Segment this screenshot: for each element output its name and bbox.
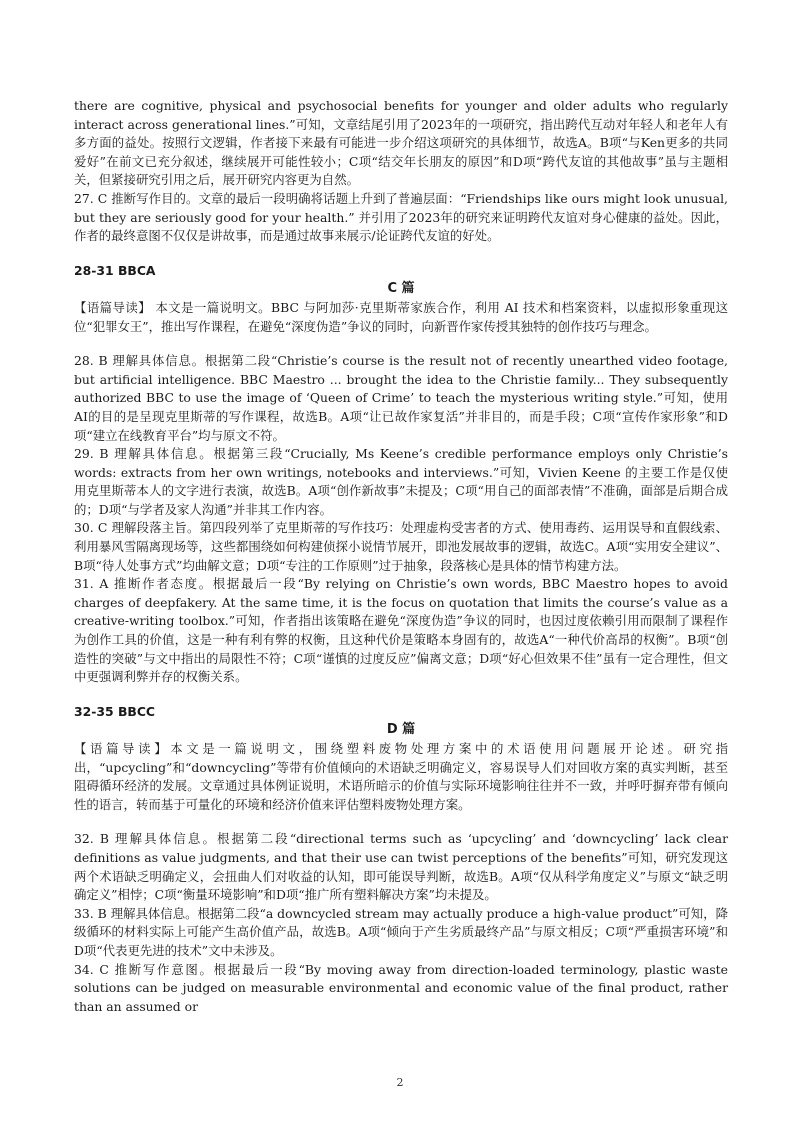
page-number: 2 [396,1076,404,1089]
spacer [74,814,728,830]
paragraph: 33. B 理解具体信息。根据第二段“a downcycled stream may actually produce a high-value product”可知，降级循环的材料实际上可能产生高价值产品，故选B。A项“倾向于产生劣质最终产品”与原文相反；C项“严重损害环境”和D项“代表更先进的技术”文中未涉及。 [74,905,728,958]
paragraph: 【语篇导读】 本文是一篇说明文。BBC 与阿加莎·克里斯蒂家族合作，利用 AI 技术和档案资料，以虚拟形象重现这位“犯罪女王”，推出写作课程，在避免“深度伪造”争议的同时，向新晋作家传授其独特的创作技巧与理念。 [74,299,728,334]
section-title: C 篇 [387,281,415,297]
spacer [74,246,728,262]
answer-key: 28-31 BBCA [74,262,156,278]
paragraph: 32. B 理解具体信息。根据第二段“directional terms such as ‘upcycling’ and ‘downcycling’ lack clear definitions as value judgments, and that their use can twist perceptions of the benefits”可知，研究发现这两个术语缺乏明确定义，会扭曲人们对收益的认知，即可能误导判断，故选B。A项“仅从科学角度定义”与原文“缺乏明确定义”相悖；C项“衡量环境影响”和D项“推广所有塑料解决方案”均未提及。 [74,831,728,903]
paragraph: 【语篇导读】本文是一篇说明文，围绕塑料废物处理方案中的术语使用问题展开论述。研究指出，“upcycling”和“downcycling”等带有价值倾向的术语缺乏明确定义，容易误导人们对回收方案的真实判断，甚至阻碍循环经济的发展。文章通过具体例证说明，术语所暗示的价值与实际环境影响往往并不一致，并呼吁摒弃带有倾向性的语言，转而基于可量化的环境和经济价值来评估塑料废物处理方案。 [74,741,728,812]
paragraph: 29. B 理解具体信息。根据第三段“Crucially, Ms Keene’s credible performance employs only Christie’s words: extracts from her own writings, notebooks and interviews.”可知，Vivien Keene 的主要工作是仅使用克里斯蒂本人的文字进行表演，故选B。A项“创作新故事”未提及；C项“用自己的面部表情”不准确，面部是后期合成的；D项“与学者及家人沟通”并非其工作内容。 [74,446,728,517]
paragraph: 28. B 理解具体信息。根据第二段“Christie’s course is the result not of recently unearthed video footage, but artificial intelligence. BBC Maestro ... brought the idea to the Christie family... They subsequently authorized BBC to use the image of ‘Queen of Crime’ to teach the mysterious writing style.”可知，使用AI的目的是呈现克里斯蒂的写作课程，故选B。A项“让已故作家复活”并非目的，而是手段；C项“宣传作家形象”和D项“建立在线教育平台”均与原文不符。 [74,353,728,443]
section-title: D 篇 [386,722,416,738]
spacer [74,687,728,703]
paragraph: 31. A 推断作者态度。根据最后一段“By relying on Christie’s own words, BBC Maestro hopes to avoid charges of deepfakery. At the same time, it is the focus on quotation that limits the course’s value as a creative-writing toolbox.”可知，作者指出该策略在避免“深度伪造”争议的同时，也因过度依赖引用而限制了课程作为创作工具的价值，这是一种有利有弊的权衡，且这种代价是策略本身固有的，故选A“一种代价高昂的权衡”。B项“创造性的突破”与文中指出的局限性不符；C项“谨慎的过度反应”偏离文意；D项“好心但效果不佳”虽有一定合理性，但文中更强调利弊并存的权衡关系。 [74,576,728,685]
paragraph: 30. C 理解段落主旨。第四段列举了克里斯蒂的写作技巧：处理虚构受害者的方式、使用毒药、运用误导和直假线索、利用暴风雪隔离现场等，这些都围绕如何构建侦探小说情节展开，即池发展故事的逻辑，故选C。A项“实用安全建议”、B项“待人处事方式”均曲解文意；D项“专注的工作原则”过于抽象，段落核心是具体的情节构建方法。 [74,520,728,573]
paragraph: 27. C 推断写作目的。文章的最后一段明确将话题上升到了普遍层面：“Friendships like ours might look unusual, but they are seriously good for your health.” 并引用了2023年的研究来证明跨代友谊对身心健康的益处。因此，作者的最终意图不仅仅是讲故事，而是通过故事来展示/论证跨代友谊的好处。 [74,190,728,244]
answer-key: 32-35 BBCC [74,703,156,719]
paragraph: there are cognitive, physical and psychosocial benefits for younger and older adults who regularly interact across generational lines.”可知，文章结尾引用了2023年的一项研究，指出跨代互动对年轻人和老年人有多方面的益处。按照行文逻辑，作者接下来最有可能进一步介绍这项研究的具体细节，故选A。B项“与Ken更多的共同爱好”在前文已充分叙述，继续展开可能性较小；C项“结交年长朋友的原因”和D项“跨代友谊的其他故事”虽与主题相关，但紧接研究引用之后，展开研究内容更为自然。 [74,98,728,188]
spacer [74,336,728,352]
page-body [74,97,728,1016]
paragraph: 34. C 推断写作意图。根据最后一段“By moving away from direction-loaded terminology, plastic waste solutions can be judged on measurable environmental and economic value of the final product, rather than an assumed or [74,961,728,1014]
